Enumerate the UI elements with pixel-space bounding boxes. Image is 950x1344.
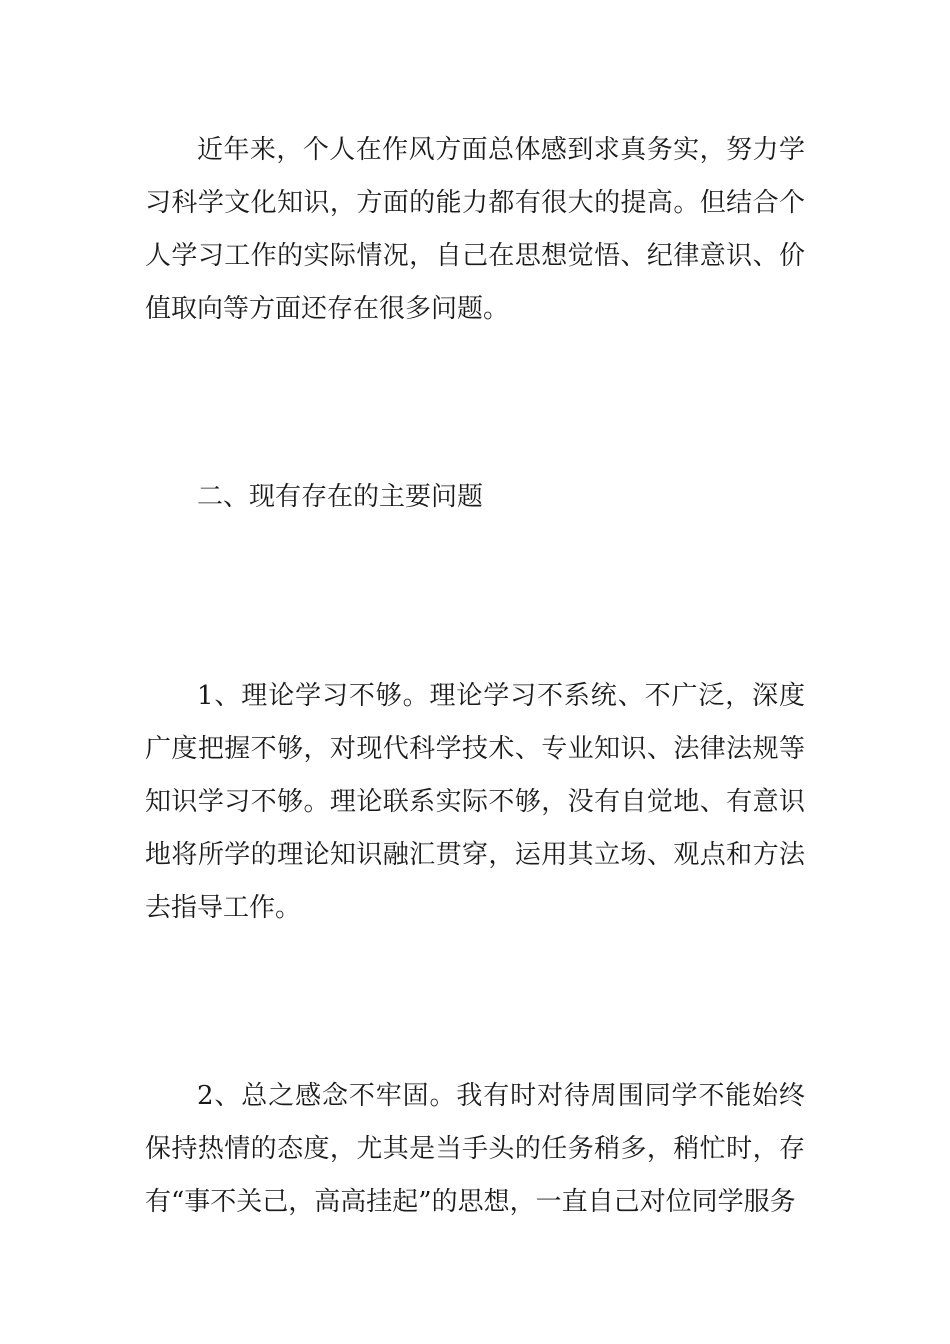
paragraph-intro: 近年来，个人在作风方面总体感到求真务实，努力学习科学文化知识，方面的能力都有很大的提高。但结合个人学习工作的实际情况，自己在思想觉悟、纪律意识、价值取向等方面还存在很多问题。: [145, 135, 805, 324]
paragraph-theory-study: 1、理论学习不够。理论学习不系统、不广泛，深度广度把握不够，对现代科学技术、专业知识、法律法规等知识学习不够。理论联系实际不够，没有自觉地、有意识地将所学的理论知识融汇贯穿，运用其立场、观点和方法去指导工作。: [145, 681, 805, 923]
section-heading-main-problems: 二、现有存在的主要问题: [197, 482, 484, 512]
paragraph-concept-weak: 2、总之感念不牢固。我有时对待周围同学不能始终保持热情的态度，尤其是当手头的任务稍多，稍忙时，存有“事不关己，高高挂起”的思想，一直自己对位同学服务: [145, 1081, 805, 1217]
